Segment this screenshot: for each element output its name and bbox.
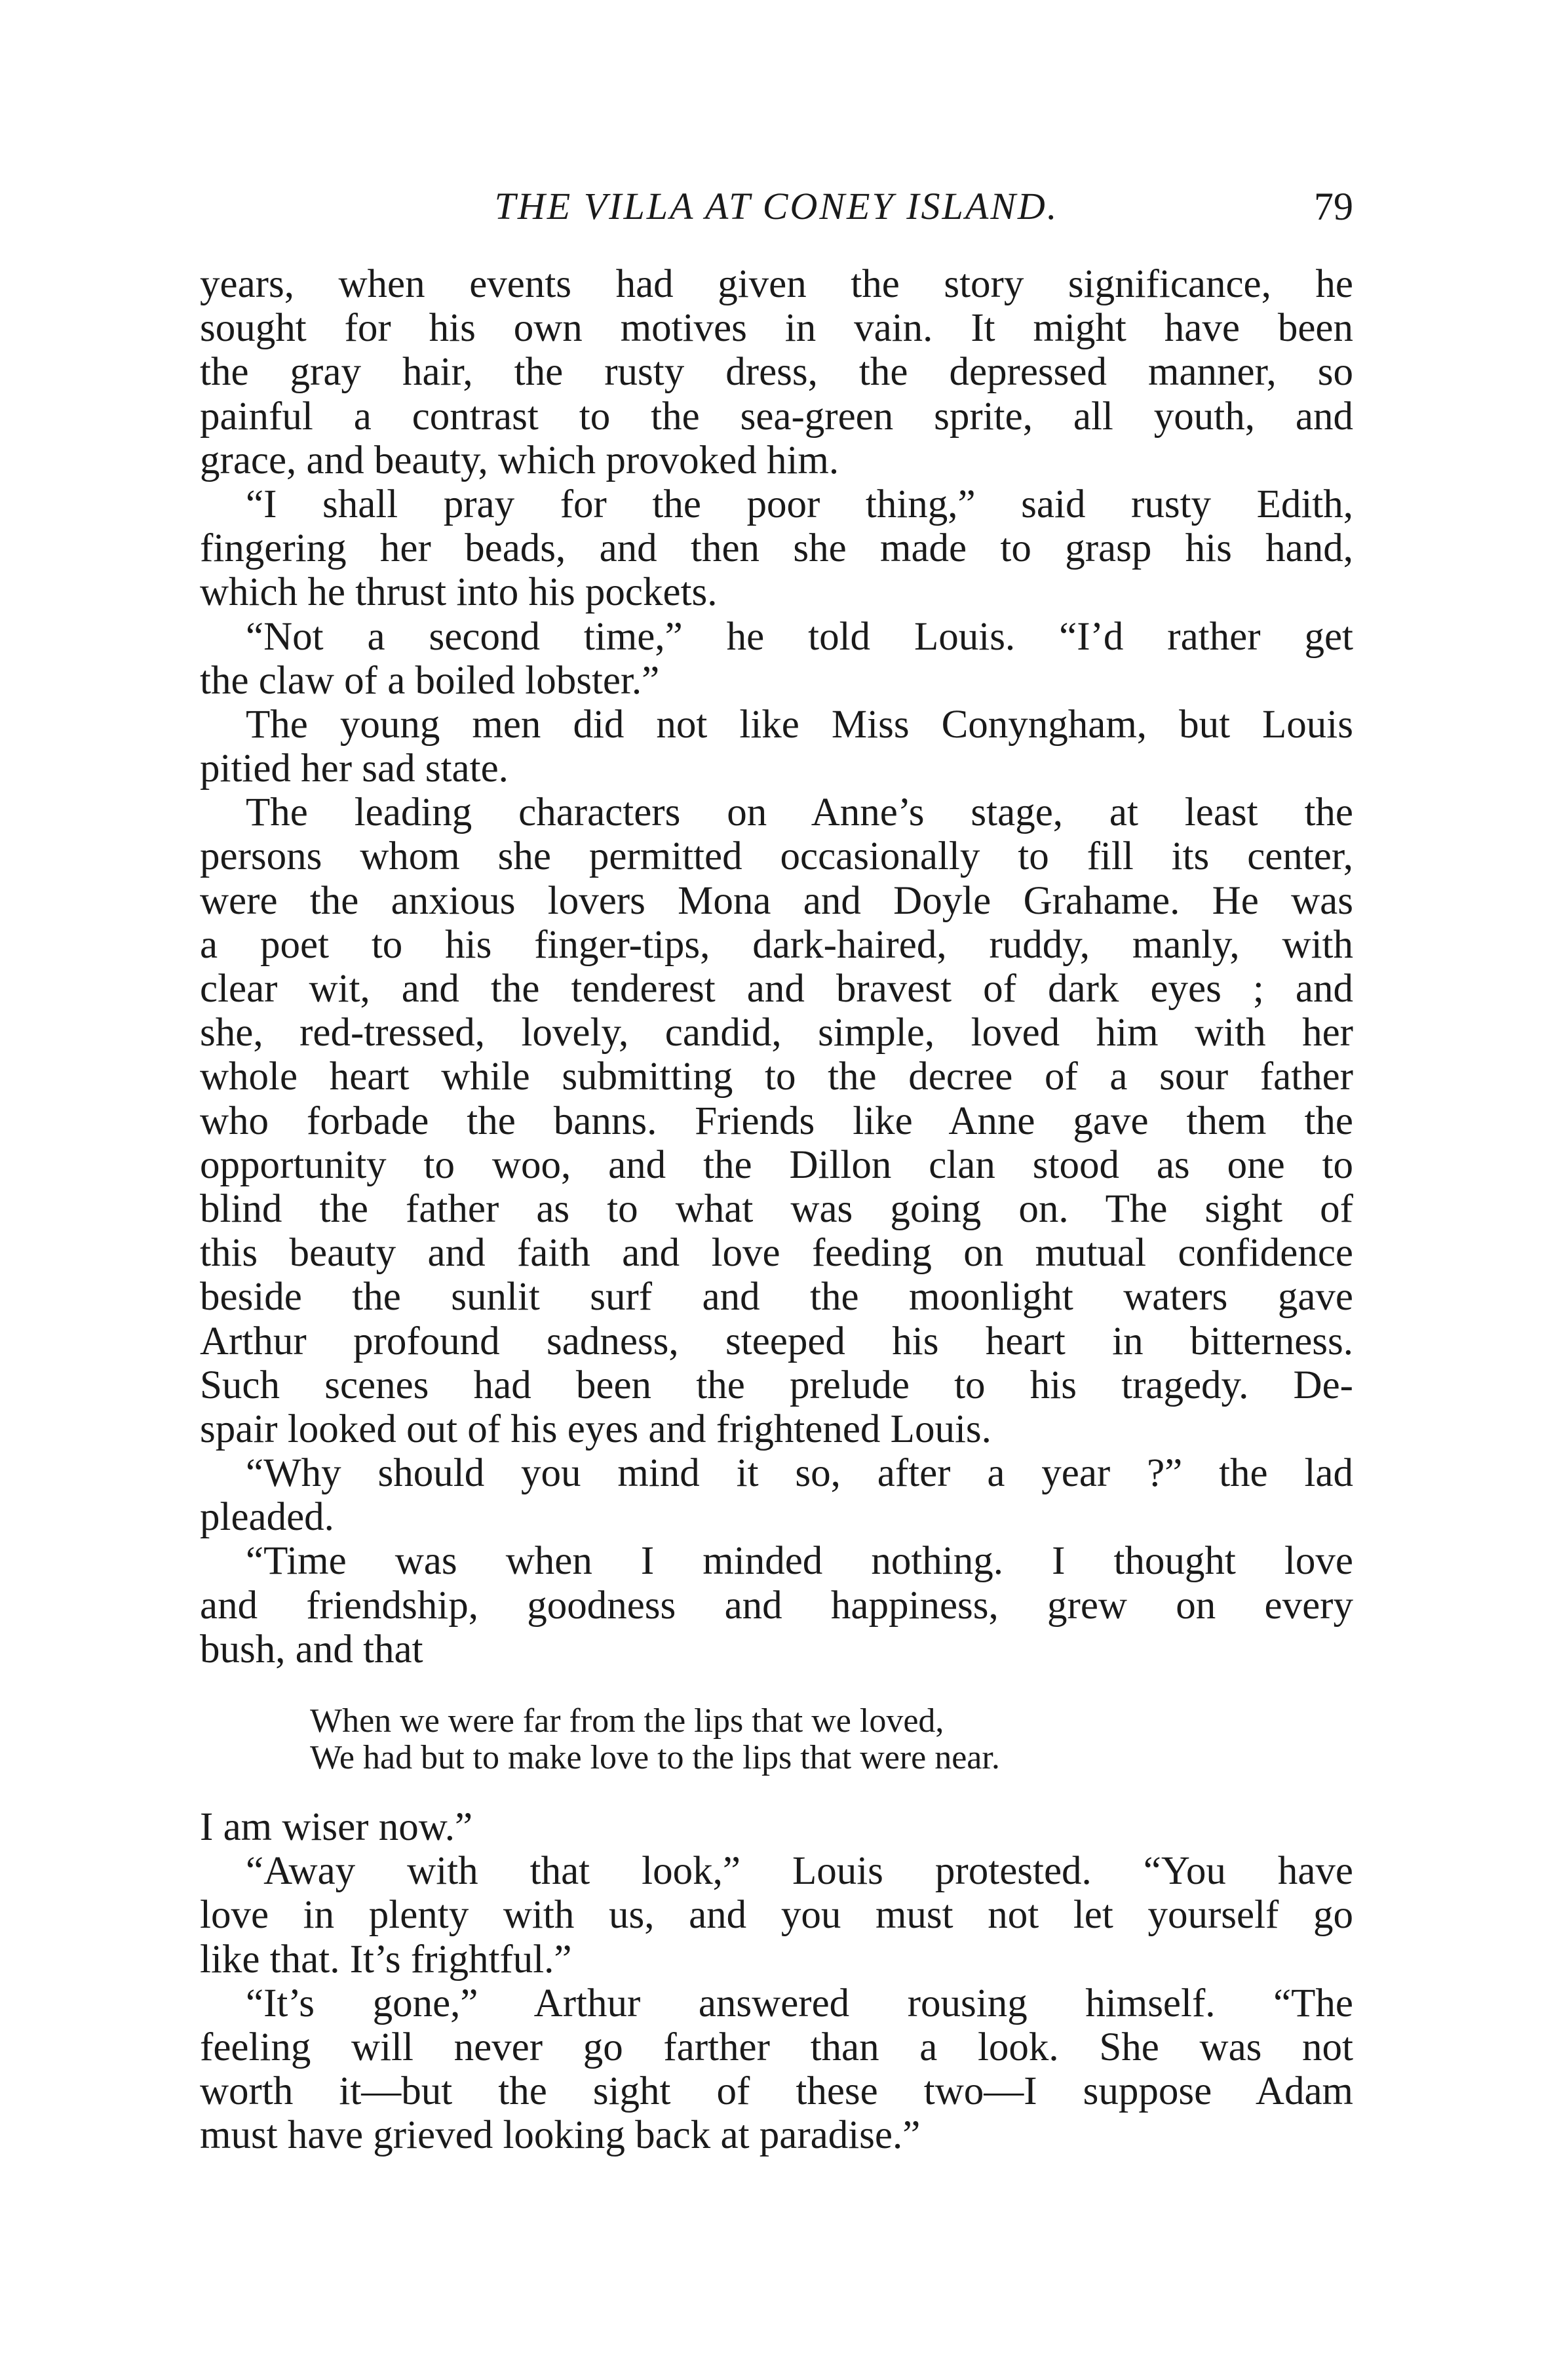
text-line: “It’s gone,” Arthur answered rousing himself. “The	[246, 1981, 1353, 2025]
text-line: “Why should you mind it so, after a year ?” the lad	[246, 1451, 1353, 1496]
text-line: pitied her sad state.	[200, 747, 509, 791]
text-line: bush, and that	[200, 1627, 423, 1671]
text-line: clear wit, and the tenderest and bravest of dark eyes ; and	[200, 967, 1353, 1011]
page-number: 79	[1314, 185, 1353, 228]
text-line: worth it—but the sight of these two—I suppose Adam	[200, 2069, 1353, 2114]
text-line: and friendship, goodness and happiness, grew on every	[200, 1583, 1353, 1628]
page-header	[200, 177, 1353, 236]
text-line: she, red-tressed, lovely, candid, simple, loved him with her	[200, 1011, 1353, 1055]
text-line: the gray hair, the rusty dress, the depressed manner, so	[200, 350, 1353, 395]
text-line: love in plenty with us, and you must not let yourself go	[200, 1893, 1353, 1938]
text-line: which he thrust into his pockets.	[200, 570, 718, 615]
text-line: “I shall pray for the poor thing,” said rusty Edith,	[246, 482, 1353, 526]
text-line: “Away with that look,” Louis protested. “You have	[246, 1849, 1353, 1894]
text-line: The young men did not like Miss Conyngham, but Louis	[246, 702, 1353, 747]
text-line: blind the father as to what was going on. The sight of	[200, 1186, 1353, 1231]
text-line: this beauty and faith and love feeding on mutual confidence	[200, 1231, 1353, 1276]
text-line: whole heart while submitting to the decree of a sour father	[200, 1055, 1353, 1099]
verse-quotation	[200, 1703, 1353, 1776]
text-line: were the anxious lovers Mona and Doyle Grahame. He was	[200, 878, 1353, 923]
text-line: spair looked out of his eyes and frightened Louis.	[200, 1407, 991, 1451]
text-line: like that. It’s frightful.”	[200, 1937, 572, 1981]
text-line: “Not a second time,” he told Louis. “I’d rather get	[246, 614, 1353, 659]
text-line: “Time was when I minded nothing. I thought love	[246, 1539, 1353, 1584]
text-line: beside the sunlit surf and the moonlight waters gave	[200, 1275, 1353, 1319]
text-line: sought for his own motives in vain. It might have been	[200, 306, 1353, 351]
text-line: who forbade the banns. Friends like Anne gave them the	[200, 1099, 1353, 1143]
text-line: grace, and beauty, which provoked him.	[200, 438, 839, 482]
body-text	[200, 262, 1353, 2158]
text-line: years, when events had given the story significance, he	[200, 262, 1353, 306]
text-line: Such scenes had been the prelude to his tragedy. De-	[200, 1363, 1353, 1407]
verse-line: When we were far from the lips that we loved,	[310, 1702, 944, 1740]
text-line: the claw of a boiled lobster.”	[200, 658, 660, 703]
text-line: I am wiser now.”	[200, 1805, 473, 1849]
text-line: Arthur profound sadness, steeped his heart in bitterness.	[200, 1319, 1353, 1363]
text-line: fingering her beads, and then she made to grasp his hand,	[200, 526, 1353, 571]
running-title: THE VILLA AT CONEY ISLAND.	[494, 185, 1059, 227]
text-line: a poet to his finger-tips, dark-haired, ruddy, manly, with	[200, 922, 1353, 967]
text-line: feeling will never go farther than a look. She was not	[200, 2025, 1353, 2069]
text-line: opportunity to woo, and the Dillon clan stood as one to	[200, 1142, 1353, 1187]
text-line: pleaded.	[200, 1495, 334, 1540]
verse-line: We had but to make love to the lips that were near.	[310, 1739, 1000, 1776]
text-line: must have grieved looking back at paradise.”	[200, 2113, 921, 2158]
text-line: persons whom she permitted occasionally to fill its center,	[200, 834, 1353, 879]
text-line: painful a contrast to the sea-green sprite, all youth, and	[200, 394, 1353, 439]
text-line: The leading characters on Anne’s stage, at least the	[246, 790, 1353, 835]
